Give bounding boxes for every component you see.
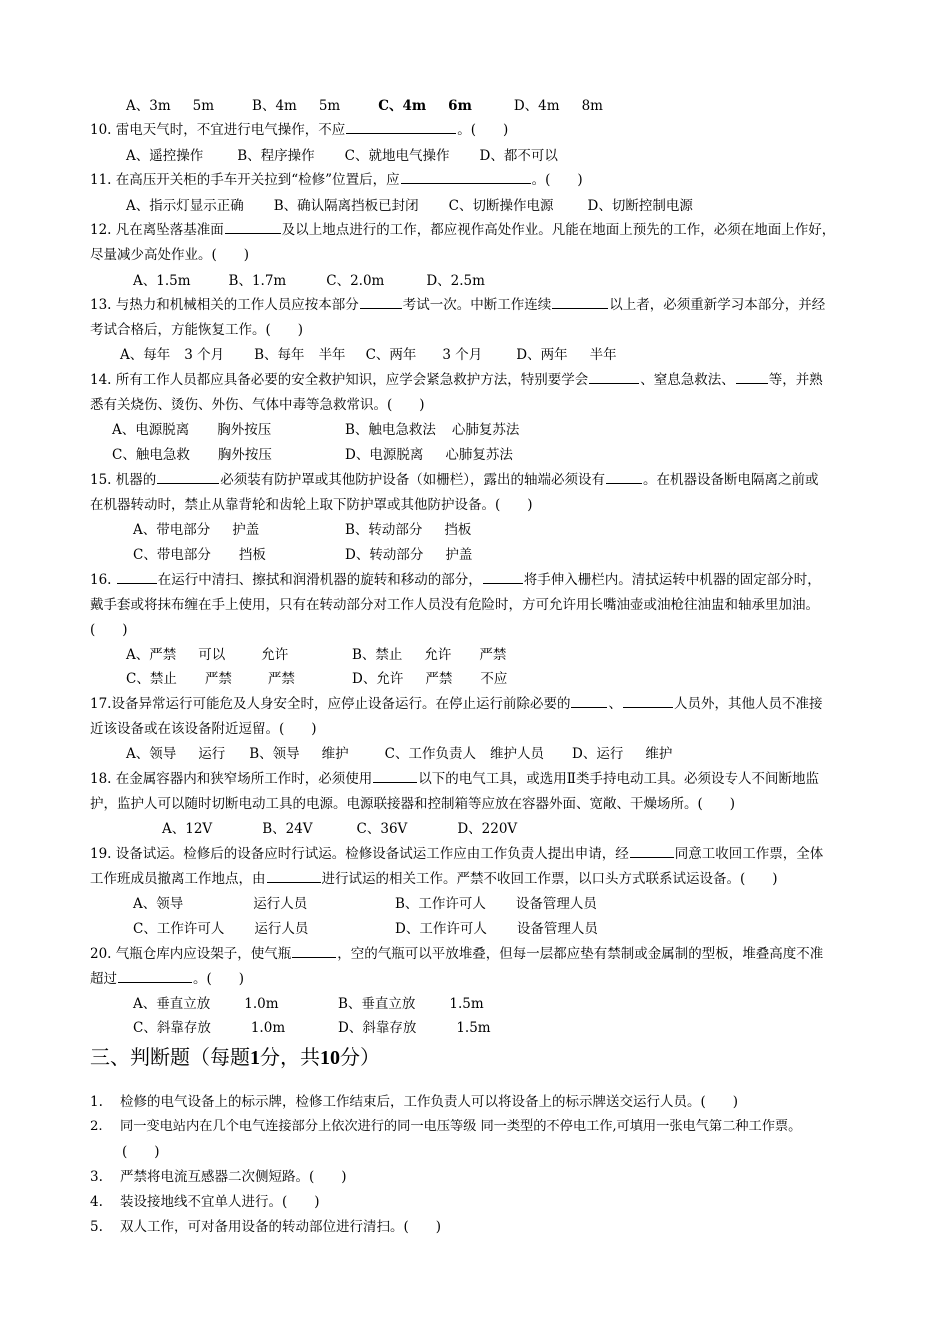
- q15-options-row2: [133, 546, 472, 564]
- q10-options: [126, 147, 558, 165]
- q9-option-b: B、4m 5m: [252, 98, 341, 114]
- q10-option-d: D、都不可以: [479, 148, 558, 164]
- q18-stem: 18. 在金属容器内和狭窄场所工作时，必须使用 以下的电气工具，或选用Ⅱ类手持电动工具。必须设专人不间断地监: [90, 771, 819, 787]
- q17-stem-line2: 近该设备或在该设备附近逗留。( ): [90, 721, 317, 737]
- q9-option-a: A、3m 5m: [126, 98, 215, 114]
- q12-stem-line2: 尽量减少高处作业。( ): [90, 247, 250, 263]
- answer-blank: [606, 471, 642, 484]
- answer-blank: [589, 371, 639, 384]
- q18-option-b: B、24V: [262, 821, 313, 837]
- judge-item-2: 2. 同一变电站内在几个电气连接部分上依次进行的同一电压等级 同一类型的不停电工作,可填用一张电气第二种工作票。: [90, 1119, 802, 1134]
- q14-option-b: B、触电急救法 心肺复苏法: [345, 422, 520, 438]
- answer-blank: [267, 870, 321, 883]
- q20-option-c: C、斜靠存放 1.0m: [133, 1020, 286, 1036]
- q13-option-d: D、两年 半年: [516, 347, 617, 363]
- q18-option-c: C、36V: [356, 821, 408, 837]
- q9-option-c: C、4m 6m: [378, 98, 472, 114]
- q16-option-a: A、严禁 可以 允许: [126, 647, 289, 663]
- q11-option-a: A、指示灯显示正确: [126, 198, 244, 214]
- q13-stem-line2: 考试合格后，方能恢复工作。( ): [90, 322, 304, 338]
- q13-stem: 13. 与热力和机械相关的工作人员应按本部分 考试一次。中断工作连续 以上者，必须重新学习本部分，并经: [90, 297, 826, 313]
- q20-option-a: A、垂直立放 1.0m: [133, 996, 279, 1012]
- q16-option-b: B、禁止 允许 严禁: [352, 647, 507, 663]
- q13-options: [120, 346, 617, 364]
- q12-option-b: B、1.7m: [228, 273, 287, 289]
- q10-stem: 10. 雷电天气时，不宜进行电气操作，不应 。( ): [90, 122, 509, 138]
- q12-option-d: D、2.5m: [426, 273, 485, 289]
- judge-item-4: 4. 装设接地线不宜单人进行。( ): [90, 1194, 320, 1210]
- q9-options: [126, 97, 603, 115]
- q13-option-c: C、两年 3 个月: [365, 347, 483, 363]
- q17-option-a: A、领导 运行: [126, 746, 226, 762]
- answer-blank: [736, 371, 768, 384]
- answer-blank: [401, 171, 531, 184]
- q11-options: [126, 197, 693, 215]
- q18-option-a: A、12V: [162, 821, 213, 837]
- q16-option-c: C、禁止 严禁 严禁: [126, 671, 295, 687]
- judge-item-3: 3. 严禁将电流互感器二次侧短路。( ): [90, 1169, 347, 1185]
- q16-options-row1: [126, 646, 506, 664]
- q19-option-b: B、工作许可人 设备管理人员: [395, 896, 597, 912]
- q18-option-d: D、220V: [457, 821, 518, 837]
- answer-blank: [225, 221, 281, 234]
- q10-option-c: C、就地电气操作: [344, 148, 450, 164]
- answer-blank: [346, 121, 456, 134]
- q14-option-a: A、电源脱离 胸外按压: [112, 422, 272, 438]
- q11-option-c: C、切断操作电源: [448, 198, 554, 214]
- q15-stem: 15. 机器的 必须装有防护罩或其他防护设备（如栅栏），露出的轴端必须设有 。在机器设备断电隔离之前或: [90, 472, 819, 488]
- answer-blank: [117, 571, 157, 584]
- answer-blank: [157, 471, 219, 484]
- judge-item-5: 5. 双人工作，可对备用设备的转动部位进行清扫。( ): [90, 1219, 442, 1235]
- q20-stem-line2: 超过 。( ): [90, 971, 245, 987]
- q12-option-c: C、2.0m: [326, 273, 385, 289]
- q17-stem: 17.设备异常运行可能危及人身安全时，应停止设备运行。在停止运行前除必要的 、 人员外，其他人员不准接: [90, 696, 823, 712]
- q17-option-b: B、领导 维护: [249, 746, 349, 762]
- q15-option-d: D、转动部分 护盖: [345, 547, 473, 563]
- q17-option-c: C、工作负责人 维护人员: [384, 746, 545, 762]
- q19-stem: 19. 设备试运。检修后的设备应时行试运。检修设备试运工作应由工作负责人提出申请，经 同意工收回工作票，全体: [90, 846, 824, 862]
- q14-stem: 14. 所有工作人员都应具备必要的安全救护知识，应学会紧急救护方法，特别要学会 、窒息急救法、 等，并熟: [90, 372, 823, 388]
- q20-option-d: D、斜靠存放 1.5m: [338, 1020, 491, 1036]
- q20-options-row1: [133, 995, 484, 1013]
- judge-item-2-line2: ( ): [122, 1144, 160, 1160]
- q14-option-c: C、触电急救 胸外按压: [112, 447, 272, 463]
- q17-option-d: D、运行 维护: [572, 746, 673, 762]
- q14-options-row2: [112, 446, 513, 464]
- q11-option-b: B、确认隔离挡板已封闭: [273, 198, 419, 214]
- q19-options-row2: [133, 920, 598, 938]
- q15-option-c: C、带电部分 挡板: [133, 547, 266, 563]
- section-heading-judgment: 三、判断题（每题1分，共10分）: [90, 1045, 380, 1069]
- answer-blank: [292, 945, 336, 958]
- q13-option-a: A、每年 3 个月: [120, 347, 225, 363]
- q14-stem-line2: 悉有关烧伤、烫伤、外伤、气体中毒等急救常识。( ): [90, 397, 425, 413]
- q13-option-b: B、每年 半年: [254, 347, 346, 363]
- judge-item-1: 1. 检修的电气设备上的标示牌，检修工作结束后，工作负责人可以将设备上的标示牌送交运行人员。( ): [90, 1094, 739, 1110]
- answer-blank: [373, 770, 417, 783]
- q14-options-row1: [112, 421, 519, 439]
- answer-blank: [360, 296, 402, 309]
- q12-options: [133, 272, 485, 290]
- q12-stem: 12. 凡在离坠落基准面 及以上地点进行的工作，都应视作高处作业。凡能在地面上预先的工作，必须在地面上作好，: [90, 222, 836, 238]
- q20-option-b: B、垂直立放 1.5m: [338, 996, 484, 1012]
- answer-blank: [630, 845, 674, 858]
- answer-blank: [118, 970, 192, 983]
- q10-option-b: B、程序操作: [237, 148, 315, 164]
- q19-option-c: C、工作许可人 运行人员: [133, 921, 309, 937]
- answer-blank: [571, 695, 607, 708]
- answer-blank: [623, 695, 673, 708]
- q11-stem: 11. 在高压开关柜的手车开关拉到“检修”位置后，应 。( ): [90, 172, 583, 188]
- q15-option-b: B、转动部分 挡板: [345, 522, 472, 538]
- q17-options: [126, 745, 672, 763]
- q19-option-d: D、工作许可人 设备管理人员: [395, 921, 598, 937]
- q18-options: [162, 820, 517, 838]
- q14-option-d: D、电源脱离 心肺复苏法: [345, 447, 513, 463]
- q19-options-row1: [133, 895, 597, 913]
- q15-stem-line2: 在机器转动时，禁止从靠背轮和齿轮上取下防护罩或其他防护设备。( ): [90, 497, 533, 513]
- answer-blank: [483, 571, 523, 584]
- q18-stem-line2: 护，监护人可以随时切断电动工具的电源。电源联接器和控制箱等应放在容器外面、宽敞、干燥场所。( ): [90, 796, 736, 812]
- q16-options-row2: [126, 670, 507, 688]
- q16-stem: 16. 在运行中清扫、擦拭和润滑机器的旋转和移动的部分， 将手伸入栅栏内。清拭运转中机器的固定部分时，: [90, 572, 821, 588]
- q16-stem-line3: ( ): [90, 622, 128, 638]
- q11-option-d: D、切断控制电源: [587, 198, 693, 214]
- q19-option-a: A、领导 运行人员: [133, 896, 308, 912]
- q16-stem-line2: 戴手套或将抹布缠在手上使用，只有在转动部分对工作人员没有危险时，方可允许用长嘴油壶或油枪往油盅和轴承里加油。: [90, 597, 819, 613]
- q10-option-a: A、遥控操作: [126, 148, 204, 164]
- q15-option-a: A、带电部分 护盖: [133, 522, 260, 538]
- q19-stem-line2: 工作班成员撤离工作地点，由 进行试运的相关工作。严禁不收回工作票，以口头方式联系试运设备。( ): [90, 871, 778, 887]
- q12-option-a: A、1.5m: [133, 273, 191, 289]
- q15-options-row1: [133, 521, 471, 539]
- q20-stem: 20. 气瓶仓库内应设架子，使气瓶 ，空的气瓶可以平放堆叠，但每一层都应垫有禁制或金属制的型板，堆叠高度不准: [90, 946, 824, 962]
- q9-option-d: D、4m 8m: [513, 98, 603, 114]
- q20-options-row2: [133, 1019, 491, 1037]
- q16-option-d: D、允许 严禁 不应: [352, 671, 508, 687]
- answer-blank: [552, 296, 608, 309]
